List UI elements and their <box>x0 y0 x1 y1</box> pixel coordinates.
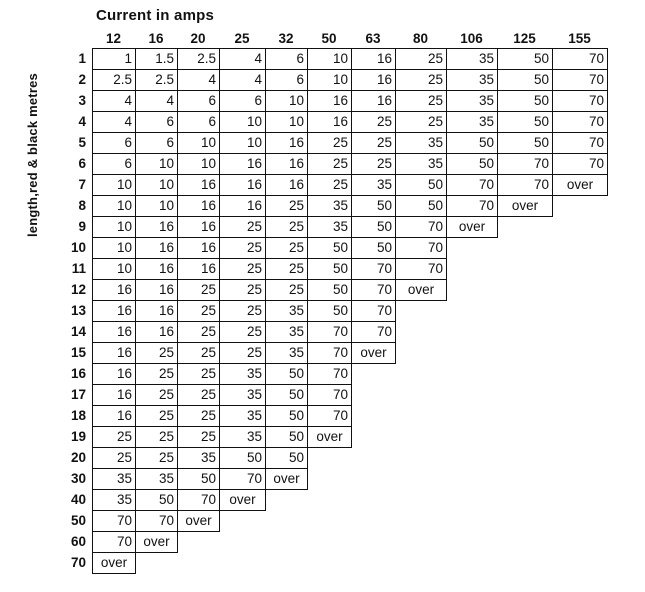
table-cell: 25 <box>135 363 178 385</box>
table-cell: 16 <box>92 300 136 322</box>
table-cell: 35 <box>446 69 498 91</box>
table-cell: 50 <box>446 132 498 154</box>
table-cell: 70 <box>351 321 396 343</box>
table-cell: 25 <box>177 300 220 322</box>
row-header: 50 <box>70 513 86 528</box>
table-cell: 16 <box>92 279 136 301</box>
table-cell: over <box>307 426 352 448</box>
table-cell: 4 <box>92 111 136 133</box>
row-header: 13 <box>70 303 86 318</box>
table-cell: 70 <box>92 510 136 532</box>
table-cell: 50 <box>265 384 308 406</box>
table-cell: 25 <box>135 426 178 448</box>
table-cell: 16 <box>177 237 220 259</box>
table-cell: 50 <box>446 153 498 175</box>
table-cell: 16 <box>92 321 136 343</box>
table-cell: 10 <box>92 174 136 196</box>
row-header: 12 <box>70 282 86 297</box>
row-header: 20 <box>70 450 86 465</box>
table-cell: 70 <box>552 69 608 91</box>
table-cell: 25 <box>395 69 447 91</box>
table-cell: 50 <box>307 300 352 322</box>
table-cell: 25 <box>177 426 220 448</box>
table-cell: 35 <box>219 384 266 406</box>
table-cell: 25 <box>265 216 308 238</box>
table-cell: 4 <box>219 69 266 91</box>
table-cell: 1 <box>92 48 136 70</box>
row-header: 70 <box>70 555 86 570</box>
table-cell: 35 <box>92 468 136 490</box>
table-cell: 4 <box>135 90 178 112</box>
table-cell: 16 <box>351 90 396 112</box>
table-cell: 25 <box>307 174 352 196</box>
table-cell: 25 <box>135 384 178 406</box>
table-cell: 25 <box>92 426 136 448</box>
table-cell: over <box>135 531 178 553</box>
column-header: 125 <box>513 31 536 46</box>
table-cell: 25 <box>219 300 266 322</box>
table-cell: 10 <box>177 153 220 175</box>
table-cell: 25 <box>265 237 308 259</box>
table-cell: 35 <box>446 48 498 70</box>
table-cell: 16 <box>219 153 266 175</box>
table-cell: 10 <box>135 195 178 217</box>
table-cell: 25 <box>351 111 396 133</box>
table-cell: 50 <box>307 237 352 259</box>
table-cell: 16 <box>177 216 220 238</box>
table-cell: 70 <box>497 153 553 175</box>
table-cell: 25 <box>92 447 136 469</box>
column-header: 32 <box>278 31 294 46</box>
table-cell: 35 <box>265 300 308 322</box>
table-cell: 25 <box>265 195 308 217</box>
table-cell: 6 <box>265 48 308 70</box>
table-cell: over <box>552 174 608 196</box>
table-cell: 50 <box>177 468 220 490</box>
table-title: Current in amps <box>96 7 215 24</box>
table-cell: 16 <box>92 405 136 427</box>
table-cell: 70 <box>395 216 447 238</box>
table-cell: 2.5 <box>135 69 178 91</box>
table-cell: 16 <box>135 300 178 322</box>
table-cell: 16 <box>351 69 396 91</box>
row-header: 10 <box>70 240 86 255</box>
column-header: 16 <box>148 31 164 46</box>
row-header: 18 <box>70 408 86 423</box>
row-header: 8 <box>78 198 86 213</box>
row-header: 6 <box>78 156 86 171</box>
row-header: 7 <box>78 177 86 192</box>
table-cell: 4 <box>177 69 220 91</box>
table-cell: 50 <box>307 258 352 280</box>
table-cell: 16 <box>92 342 136 364</box>
table-cell: 6 <box>92 153 136 175</box>
table-cell: over <box>446 216 498 238</box>
table-cell: 25 <box>351 153 396 175</box>
row-axis-label: length,red & black metres <box>25 73 40 237</box>
table-cell: 25 <box>351 132 396 154</box>
table-cell: 10 <box>265 90 308 112</box>
table-cell: 16 <box>135 237 178 259</box>
table-cell: 50 <box>265 363 308 385</box>
table-cell: over <box>265 468 308 490</box>
column-header: 12 <box>105 31 122 46</box>
table-cell: 25 <box>219 321 266 343</box>
table-cell: 35 <box>135 468 178 490</box>
table-cell: 50 <box>219 447 266 469</box>
row-header: 5 <box>78 135 86 150</box>
table-cell: 10 <box>92 258 136 280</box>
table-cell: over <box>351 342 396 364</box>
table-cell: 25 <box>395 48 447 70</box>
table-cell: 35 <box>446 90 498 112</box>
table-cell: 2.5 <box>177 48 220 70</box>
table-cell: 70 <box>307 321 352 343</box>
column-header: 25 <box>234 31 250 46</box>
table-cell: 50 <box>135 489 178 511</box>
table-cell: 70 <box>497 174 553 196</box>
table-cell: 16 <box>92 384 136 406</box>
table-cell: 25 <box>265 258 308 280</box>
row-header: 9 <box>78 219 86 234</box>
table-cell: 25 <box>135 447 178 469</box>
table-cell: 4 <box>219 48 266 70</box>
table-cell: 70 <box>307 384 352 406</box>
table-cell: over <box>219 489 266 511</box>
table-cell: 25 <box>219 216 266 238</box>
table-cell: 70 <box>351 258 396 280</box>
row-header: 11 <box>71 261 86 276</box>
table-cell: 50 <box>497 48 553 70</box>
table-cell: 10 <box>92 237 136 259</box>
table-cell: 70 <box>307 342 352 364</box>
column-header: 50 <box>321 31 337 46</box>
table-cell: 25 <box>177 342 220 364</box>
column-header: 106 <box>460 31 483 46</box>
table-cell: 10 <box>135 153 178 175</box>
table-cell: 16 <box>135 258 178 280</box>
row-header: 4 <box>78 114 86 129</box>
table-cell: 6 <box>92 132 136 154</box>
table-cell: 25 <box>177 384 220 406</box>
table-cell: 16 <box>135 279 178 301</box>
table-cell: 35 <box>92 489 136 511</box>
table-cell: 16 <box>135 216 178 238</box>
table-cell: 1.5 <box>135 48 178 70</box>
table-cell: 10 <box>219 111 266 133</box>
table-cell: 70 <box>552 153 608 175</box>
table-cell: 2.5 <box>92 69 136 91</box>
table-cell: 16 <box>219 195 266 217</box>
table-cell: 50 <box>265 447 308 469</box>
table-cell: 16 <box>177 174 220 196</box>
row-header: 15 <box>70 345 86 360</box>
table-cell: 70 <box>446 195 498 217</box>
table-cell: 70 <box>307 405 352 427</box>
row-header: 19 <box>70 429 86 444</box>
table-cell: 70 <box>446 174 498 196</box>
table-cell: 35 <box>351 174 396 196</box>
table-cell: 50 <box>497 111 553 133</box>
table-cell: 10 <box>265 111 308 133</box>
table-cell: 70 <box>135 510 178 532</box>
table-cell: 16 <box>177 195 220 217</box>
table-cell: 16 <box>265 153 308 175</box>
table-cell: 10 <box>92 195 136 217</box>
table-cell: 35 <box>219 405 266 427</box>
table-cell: 6 <box>177 111 220 133</box>
table-cell: 50 <box>351 195 396 217</box>
table-cell: 70 <box>395 237 447 259</box>
table-cell: 10 <box>92 216 136 238</box>
table-cell: 25 <box>395 111 447 133</box>
table-cell: 25 <box>219 237 266 259</box>
row-header: 1 <box>78 51 86 66</box>
table-cell: 25 <box>177 279 220 301</box>
table-cell: 50 <box>307 279 352 301</box>
table-cell: 35 <box>177 447 220 469</box>
row-header: 3 <box>78 93 86 108</box>
table-cell: over <box>177 510 220 532</box>
table-cell: 50 <box>395 174 447 196</box>
table-cell: 70 <box>307 363 352 385</box>
table-cell: 25 <box>135 342 178 364</box>
table-cell: 35 <box>219 426 266 448</box>
table-cell: 25 <box>307 153 352 175</box>
table-cell: 16 <box>219 174 266 196</box>
row-header: 40 <box>70 492 86 507</box>
table-cell: 35 <box>307 216 352 238</box>
table-cell: 35 <box>219 363 266 385</box>
row-header: 17 <box>70 387 86 402</box>
table-cell: 10 <box>307 69 352 91</box>
table-cell: 6 <box>265 69 308 91</box>
table-cell: 70 <box>552 132 608 154</box>
table-cell: 25 <box>219 258 266 280</box>
table-cell: 4 <box>92 90 136 112</box>
table-cell: 25 <box>395 90 447 112</box>
table-cell: 70 <box>351 279 396 301</box>
column-header: 155 <box>568 31 591 46</box>
table-cell: over <box>497 195 553 217</box>
table-cell: 10 <box>177 132 220 154</box>
table-cell: 35 <box>395 153 447 175</box>
table-cell: 25 <box>265 279 308 301</box>
table-cell: 16 <box>265 174 308 196</box>
table-cell: 16 <box>307 111 352 133</box>
table-cell: 25 <box>177 363 220 385</box>
table-cell: 35 <box>265 342 308 364</box>
table-cell: 70 <box>552 111 608 133</box>
table-cell: 6 <box>177 90 220 112</box>
table-cell: 16 <box>92 363 136 385</box>
table-cell: 35 <box>446 111 498 133</box>
table-cell: over <box>395 279 447 301</box>
row-header: 14 <box>70 324 86 339</box>
table-cell: 70 <box>219 468 266 490</box>
table-cell: 70 <box>351 300 396 322</box>
table-cell: 6 <box>135 132 178 154</box>
table-cell: 50 <box>497 90 553 112</box>
table-cell: 70 <box>92 531 136 553</box>
column-header: 80 <box>412 31 429 46</box>
row-header: 16 <box>70 366 86 381</box>
table-cell: 10 <box>135 174 178 196</box>
row-header: 30 <box>70 471 86 486</box>
table-cell: 35 <box>395 132 447 154</box>
table-cell: 35 <box>307 195 352 217</box>
table-cell: over <box>92 552 136 574</box>
table-cell: 16 <box>307 90 352 112</box>
table-cell: 70 <box>552 48 608 70</box>
table-cell: 70 <box>552 90 608 112</box>
table-cell: 10 <box>307 48 352 70</box>
table-cell: 35 <box>265 321 308 343</box>
table-cell: 6 <box>219 90 266 112</box>
table-cell: 25 <box>307 132 352 154</box>
table-cell: 70 <box>395 258 447 280</box>
table-cell: 25 <box>135 405 178 427</box>
row-header: 60 <box>70 534 86 549</box>
table-cell: 25 <box>219 342 266 364</box>
table-cell: 16 <box>265 132 308 154</box>
table-cell: 50 <box>497 132 553 154</box>
table-cell: 16 <box>351 48 396 70</box>
table-cell: 16 <box>177 258 220 280</box>
column-header: 20 <box>190 31 206 46</box>
table-cell: 50 <box>265 426 308 448</box>
table-cell: 25 <box>177 321 220 343</box>
table-cell: 50 <box>265 405 308 427</box>
table-cell: 25 <box>219 279 266 301</box>
table-cell: 50 <box>351 237 396 259</box>
table-cell: 70 <box>177 489 220 511</box>
table-cell: 6 <box>135 111 178 133</box>
table-cell: 10 <box>219 132 266 154</box>
table-cell: 50 <box>351 216 396 238</box>
table-cell: 25 <box>177 405 220 427</box>
table-cell: 16 <box>135 321 178 343</box>
table-cell: 50 <box>497 69 553 91</box>
table-cell: 50 <box>395 195 447 217</box>
row-header: 2 <box>78 72 86 87</box>
column-header: 63 <box>365 31 381 46</box>
